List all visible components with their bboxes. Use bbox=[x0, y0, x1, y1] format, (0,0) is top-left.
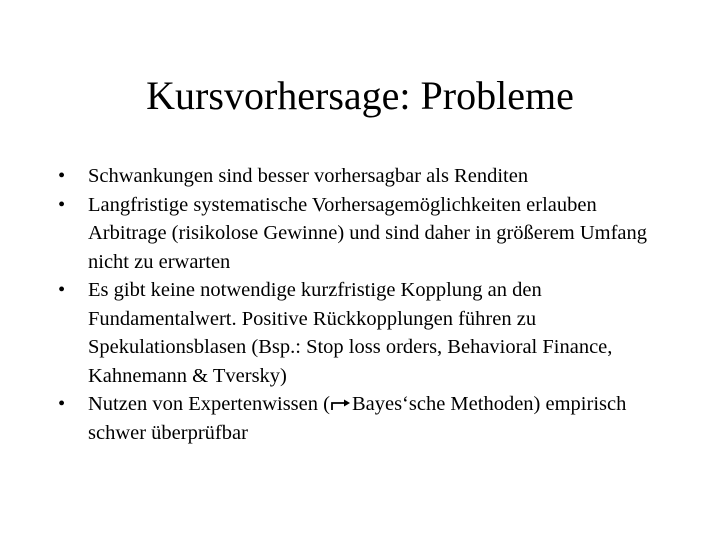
bullet-item bbox=[58, 162, 678, 191]
bullet-icon: • bbox=[58, 279, 66, 301]
bullet-text-after-arrow: Bayes‘sche Methoden) empirisch schwer überprüfbar bbox=[88, 393, 627, 444]
right-arrow-icon bbox=[330, 391, 352, 405]
bullet-list bbox=[58, 162, 678, 447]
bullet-item bbox=[58, 276, 678, 390]
bullet-text-before-arrow: Nutzen von Expertenwissen ( bbox=[88, 393, 330, 415]
bullet-text: Schwankungen sind besser vorhersagbar als Renditen bbox=[88, 165, 529, 187]
bullet-icon: • bbox=[58, 393, 66, 415]
bullet-text: Es gibt keine notwendige kurzfristige Kopplung an den Fundamentalwert. Positive Rückkopplungen führen zu Spekulationsblasen (Bsp.: Stop loss orders, Behavioral Finance, Kahnemann & Tversky) bbox=[88, 279, 613, 387]
bullet-icon: • bbox=[58, 193, 66, 216]
bullet-item bbox=[58, 191, 678, 277]
bullet-icon: • bbox=[58, 165, 66, 187]
bullet-item bbox=[58, 390, 678, 447]
slide-title: Kursvorhersage: Probleme bbox=[146, 73, 574, 118]
bullet-text: Langfristige systematische Vorhersagemöglichkeiten erlauben Arbitrage (risikolose Gewinne) und sind daher in größerem Umfang nicht zu erwarten bbox=[88, 193, 648, 273]
